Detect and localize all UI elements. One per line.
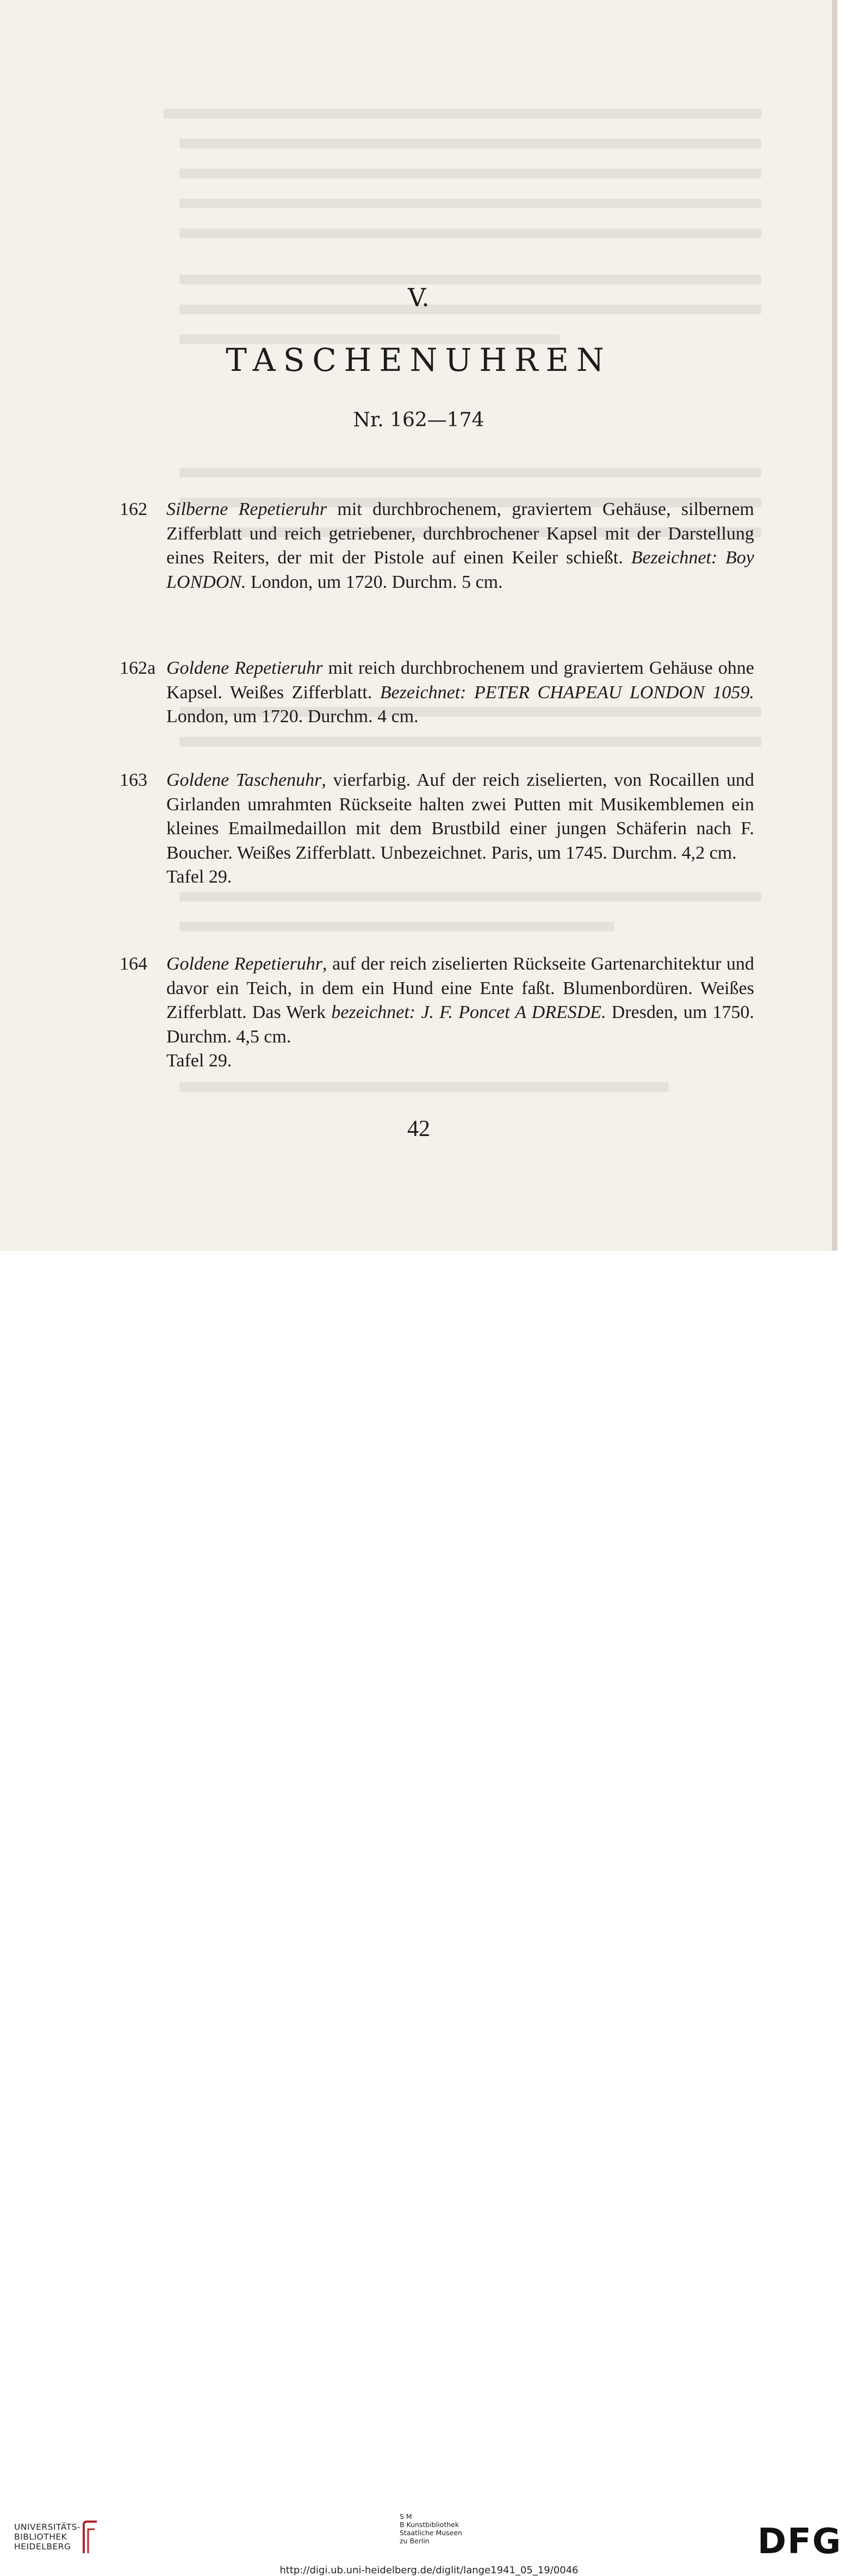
museum-line: Staatliche Museen: [400, 2529, 462, 2537]
page-number: 42: [407, 1116, 430, 1141]
entry-text: [166, 770, 754, 863]
entry-origin: London, um 1720. Durchm. 4 cm.: [166, 706, 419, 727]
entry-origin: Dresden, um 1750. Durchm. 4,5 cm.: [166, 1002, 754, 1047]
entry-text: [166, 658, 754, 727]
entry-number: 164: [120, 954, 147, 974]
scanned-page: [0, 0, 837, 1251]
entry-number: 162: [120, 499, 147, 519]
entry-text: [166, 499, 754, 592]
digitization-footer: [0, 1251, 858, 2576]
entry-text: [166, 954, 754, 1047]
entry-title: Goldene Taschenuhr: [166, 770, 322, 790]
permalink-url[interactable]: http://digi.ub.uni-heidelberg.de/diglit/lange1941_05_19/0046: [279, 2565, 579, 2576]
catalog-entry-162: [120, 498, 755, 594]
entry-signature: bezeichnet: J. F. Poncet A DRESDE.: [331, 1002, 606, 1023]
entry-description: mit reich durchbrochenem und graviertem Gehäuse ohne Kapsel. Weißes Zifferblatt.: [166, 658, 755, 703]
entry-number: 162a: [120, 658, 156, 678]
number-range: Nr. 162—174: [353, 409, 484, 431]
library-line: BIBLIOTHEK: [14, 2532, 67, 2542]
museum-line: B Kunstbibliothek: [400, 2521, 459, 2529]
museum-line: S M: [400, 2512, 412, 2521]
entry-number: 163: [120, 770, 147, 790]
section-number: V.: [408, 283, 430, 312]
entry-signature: Bezeichnet: Boy LONDON.: [166, 548, 755, 592]
library-line: UNIVERSITÄTS-: [14, 2522, 81, 2532]
catalog-entry-162a: [120, 656, 755, 729]
catalog-entry-164: [120, 952, 755, 1073]
plate-reference: Tafel 29.: [166, 867, 232, 887]
page-content: [0, 0, 837, 1251]
entry-title: Goldene Repetieruhr: [166, 658, 323, 678]
entry-signature: Bezeichnet: PETER CHAPEAU LONDON 1059.: [380, 682, 754, 703]
catalog-entry-163: [120, 768, 754, 890]
entry-description: mit durchbrochenem, graviertem Gehäuse, silbernem Zifferblatt und reich getriebener, durchbrochener Kapsel mit der Darstellung eines Reiters, der mit der Pistole auf einen Keiler schießt.: [166, 499, 755, 568]
entry-title: Silberne Repetieruhr: [166, 499, 327, 519]
plate-reference: Tafel 29.: [166, 1051, 232, 1071]
section-title: TASCHENUHREN: [226, 342, 612, 378]
entry-origin: London, um 1720. Durchm. 5 cm.: [246, 572, 503, 592]
entry-title: Goldene Repetieruhr: [166, 954, 323, 974]
library-emblem-icon: [82, 2519, 99, 2555]
entry-description: , auf der reich ziselierten Rückseite Gartenarchitektur und davor ein Teich, in dem ein Hund eine Ente faßt. Blumenbordüren. Weißes Zifferblatt. Das Werk: [166, 954, 755, 1023]
dfg-logo[interactable]: DFG: [757, 2522, 842, 2562]
museum-line: zu Berlin: [400, 2537, 430, 2545]
entry-description: , vierfarbig. Auf der reich ziselierten, von Rocaillen und Girlanden umrahmten Rückseite halten zwei Putten mit Musikemblemen ein kleines Emailmedaillon mit dem Brustbild einer jungen Schäferin nach F. Boucher. Weißes Zifferblatt. Unbezeichnet. Paris, um 1745. Durchm. 4,2 cm.: [166, 770, 754, 863]
museum-logo[interactable]: [400, 2512, 487, 2545]
library-line: HEIDELBERG: [14, 2542, 71, 2552]
